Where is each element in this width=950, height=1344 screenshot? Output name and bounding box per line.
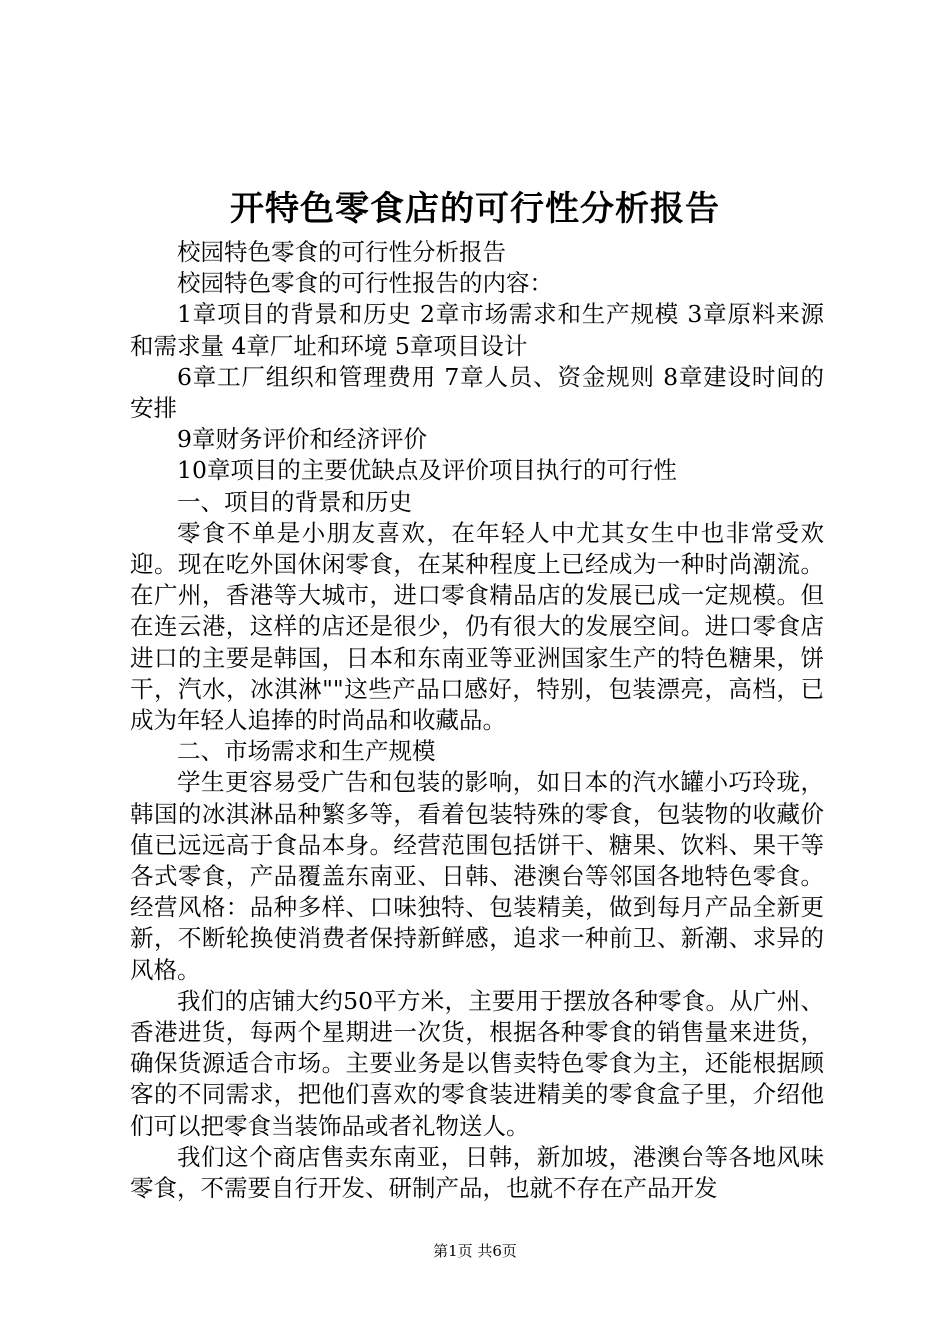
paragraph: 校园特色零食的可行性分析报告 xyxy=(177,238,506,266)
section-heading: 一、项目的背景和历史 xyxy=(177,487,412,516)
paragraph: 1章项目的背景和历史 2章市场需求和生产规模 3章原料来源和需求量 4章厂址和环境 5章项目设计 xyxy=(130,300,824,360)
paragraph: 9章财务评价和经济评价 xyxy=(177,425,427,454)
paragraph: 零食不单是小朋友喜欢，在年轻人中尤其女生中也非常受欢迎。现在吃外国休闲零食，在某种程度上已经成为一种时尚潮流。在广州，香港等大城市，进口零食精品店的发展已成一定规模。但在连云港，这样的店还是很少，仍有很大的发展空间。进口零食店进口的主要是韩国，日本和东南亚等亚洲国家生产的特色糖果，饼干，汽水，冰淇淋""这些产品口感好，特别，包装漂亮，高档，已成为年轻人追捧的时尚品和收藏品。 xyxy=(130,518,824,735)
paragraph: 学生更容易受广告和包装的影响，如日本的汽水罐小巧玲珑，韩国的冰淇淋品种繁多等，看着包装特殊的零食，包装物的收藏价值已远远高于食品本身。经营范围包括饼干、糖果、饮料、果干等各式零食，产品覆盖东南亚、日韩、港澳台等邻国各地特色零食。经营风格：品种多样、口味独特、包装精美，做到每月产品全新更新，不断轮换使消费者保持新鲜感，追求一种前卫、新潮、求异的风格。 xyxy=(130,768,824,984)
document-body xyxy=(130,237,824,1204)
paragraph: 我们这个商店售卖东南亚，日韩，新加坡，港澳台等各地风味零食，不需要自行开发、研制产品，也就不存在产品开发 xyxy=(130,1142,824,1203)
section-heading: 二、市场需求和生产规模 xyxy=(177,737,436,766)
document-title: 开特色零食店的可行性分析报告 xyxy=(230,189,720,229)
page-footer: 第1页 共6页 xyxy=(433,1242,517,1260)
paragraph: 10章项目的主要优缺点及评价项目执行的可行性 xyxy=(177,456,677,485)
paragraph: 我们的店铺大约50平方米，主要用于摆放各种零食。从广州、香港进货，每两个星期进一次货，根据各种零食的销售量来进货，确保货源适合市场。主要业务是以售卖特色零食为主，还能根据顾客的不同需求，把他们喜欢的零食装进精美的零食盒子里，介绍他们可以把零食当装饰品或者礼物送人。 xyxy=(130,986,824,1140)
paragraph: 6章工厂组织和管理费用 7章人员、资金规则 8章建设时间的安排 xyxy=(130,362,824,423)
paragraph: 校园特色零食的可行性报告的内容： xyxy=(177,269,553,298)
